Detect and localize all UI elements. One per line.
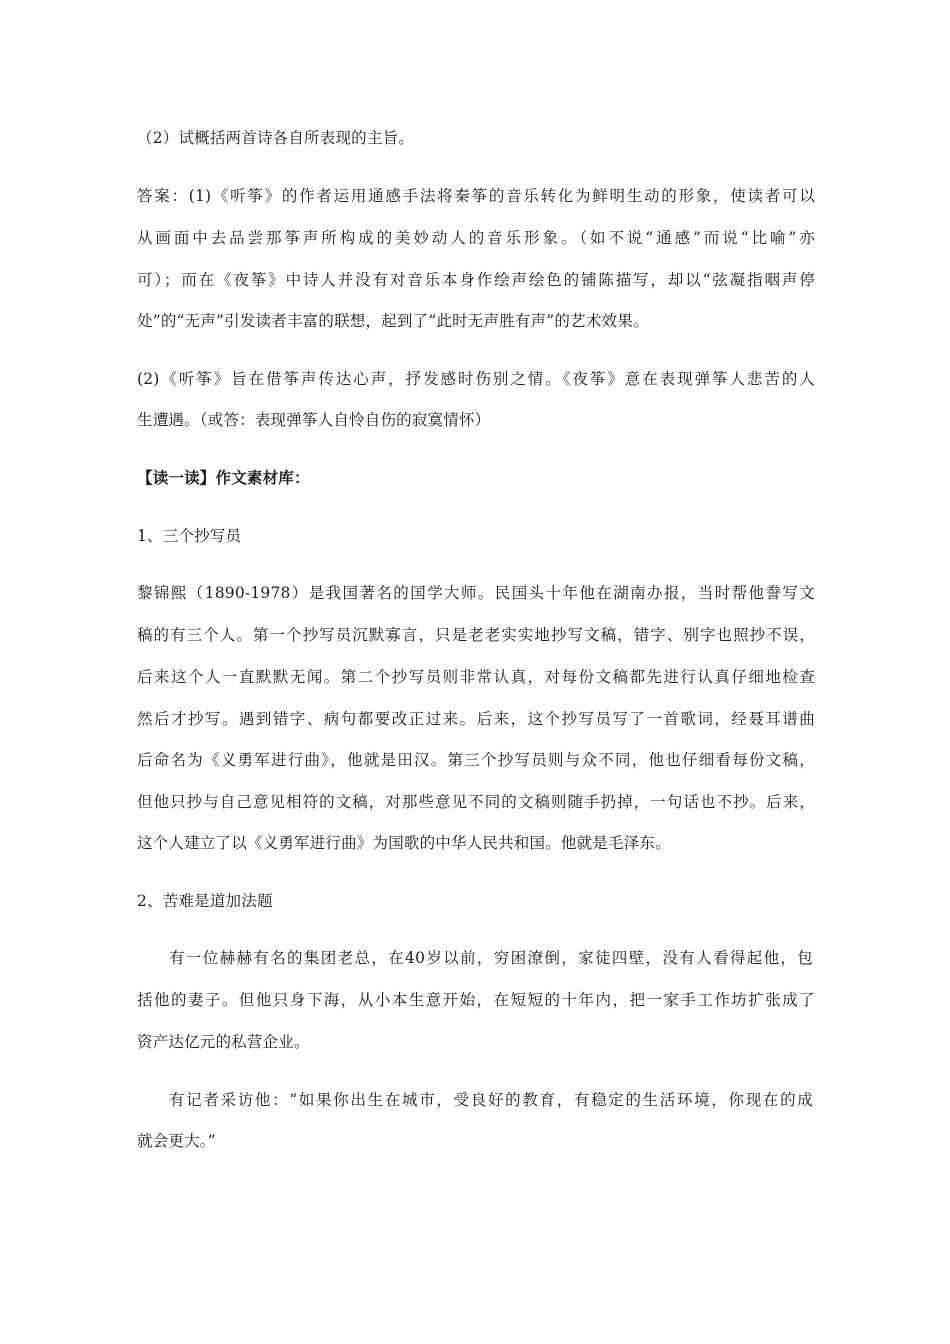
question-2: （2）试概括两首诗各自所表现的主旨。 (137, 129, 414, 147)
story2-para1-line: 有一位赫赫有名的集团老总，在40岁以前，穷困潦倒，家徒四壁，没有人看得起他，包 (169, 949, 813, 967)
story2-title: 2、苦难是道加法题 (137, 892, 273, 910)
story2-para2-line: 有记者采访他：“如果你出生在城市，受良好的教育，有稳定的生活环境，你现在的成 (169, 1091, 813, 1109)
story1-line: 稿的有三个人。第一个抄写员沉默寡言，只是老老实实地抄写文稿，错字、别字也照抄不误， (137, 626, 815, 644)
answer-line: 可）；而在《夜筝》中诗人并没有对音乐本身作绘声绘色的铺陈描写，却以“弦凝指咽声停 (137, 271, 815, 289)
story1-line: 黎锦熙（1890-1978）是我国著名的国学大师。民国头十年他在湖南办报，当时帮他誊写文 (137, 584, 815, 602)
story1-line: 后命名为《义勇军进行曲》，他就是田汉。第三个抄写员则与众不同，他也仔细看每份文稿， (137, 751, 815, 769)
answer-part2-line: 生遭遇。（或答：表现弹筝人自怜自伤的寂寞情怀） (137, 411, 491, 429)
answer-part2-line: (2)《听筝》旨在借筝声传达心声，抒发感时伤别之情。《夜筝》意在表现弹筝人悲苦的人 (137, 370, 815, 388)
section-heading: 【读一读】作文素材库： (137, 468, 310, 487)
story2-para1-line: 括他的妻子。但他只身下海，从小本生意开始，在短短的十年内，把一家手工作坊扩张成了 (137, 991, 815, 1009)
story2-para1-line: 资产达亿元的私营企业。 (137, 1033, 310, 1051)
story1-line: 后来这个人一直默默无闻。第二个抄写员则非常认真，对每份文稿都先进行认真仔细地检查 (137, 668, 815, 686)
answer-line: 答案：(1)《听筝》的作者运用通感手法将秦筝的音乐转化为鲜明生动的形象，使读者可以 (137, 187, 815, 205)
story2-para2-line: 就会更大。” (137, 1132, 216, 1150)
story1-title: 1、三个抄写员 (137, 527, 242, 545)
answer-line: 处”的“无声”引发读者丰富的联想，起到了“此时无声胜有声”的艺术效果。 (137, 312, 649, 330)
story1-line: 然后才抄写。遇到错字、病句都要改正过来。后来，这个抄写员写了一首歌词，经聂耳谱曲 (137, 710, 815, 728)
answer-line: 从画面中去品尝那筝声所构成的美妙动人的音乐形象。（如不说“通感”而说“比喻”亦 (137, 229, 815, 247)
story1-line: 但他只抄与自己意见相符的文稿，对那些意见不同的文稿则随手扔掉，一句话也不抄。后来， (137, 793, 815, 811)
story1-line: 这个人建立了以《义勇军进行曲》为国歌的中华人民共和国。他就是毛泽东。 (137, 834, 671, 852)
